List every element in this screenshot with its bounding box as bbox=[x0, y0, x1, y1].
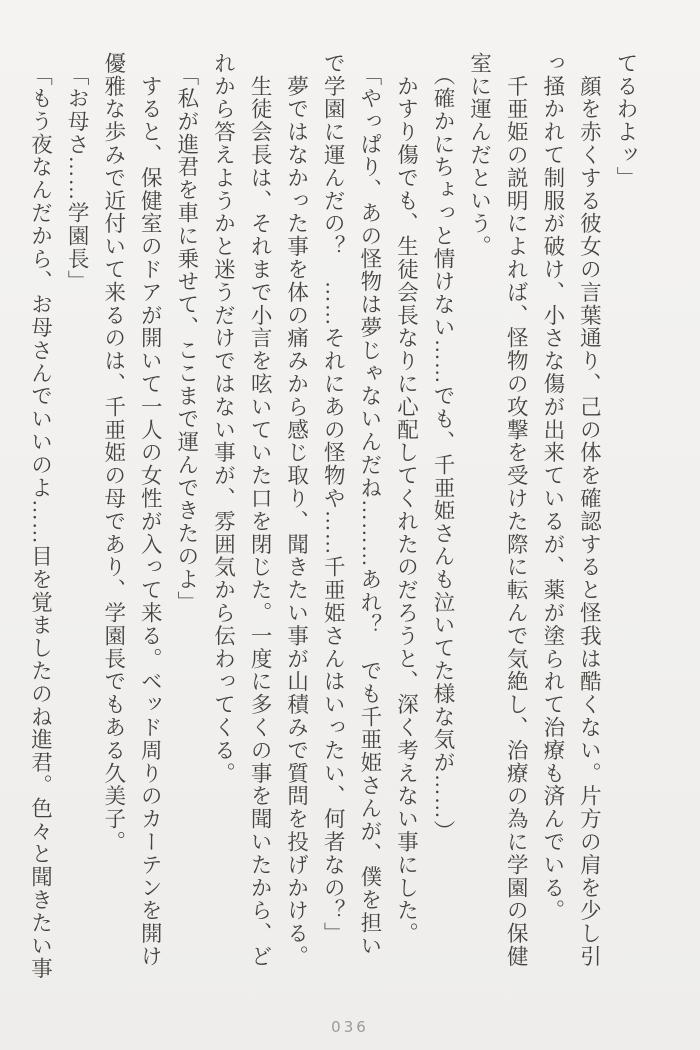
text-column: れから答えようかと迷うだけではない事が、雰囲気から伝わってくる。 bbox=[211, 52, 236, 785]
text-column: っ掻かれて制服が破け、小さな傷が出来ているが、薬が塗られて治療も済んでいる。 bbox=[540, 52, 565, 923]
text-column: かすり傷でも、生徒会長なりに心配してくれたのだろうと、深く考えない事にした。 bbox=[394, 52, 419, 946]
text-column: 千亜姫の説明によれば、怪物の攻撃を受けた際に転んで気絶し、治療の為に学園の保健 bbox=[504, 52, 529, 968]
text-column: 「お母さ……学園長」 bbox=[65, 52, 90, 294]
text-column: 「私が進君を車に乗せて、ここまで運んできたのよ」 bbox=[174, 52, 199, 614]
vertical-text-block bbox=[22, 52, 644, 1002]
text-column: 顔を赤くする彼女の言葉通り、己の体を確認すると怪我は酷くない。片方の肩を少し引 bbox=[577, 52, 602, 968]
text-column: 生徒会長は、それまで小言を呟いていた口を閉じた。一度に多くの事を聞いたから、ど bbox=[248, 52, 273, 968]
text-column: てるわよッ」 bbox=[614, 52, 638, 190]
text-column: で学園に運んだの？ ……それにあの怪物や……千亜姫さんはいったい、何者なの？」 bbox=[321, 52, 346, 946]
page-number: 036 bbox=[331, 1018, 369, 1036]
text-column: 夢ではなかった事を体の痛みから感じ取り、聞きたい事が山積みで質問を投げかける。 bbox=[284, 52, 309, 968]
text-column: 「もう夜なんだから、お母さんでいいのよ……目を覚ましたのね進君。色々と聞きたい事 bbox=[28, 52, 53, 981]
text-column: すると、保健室のドアが開いて一人の女性が入って来る。ベッド周りのカーテンを開け bbox=[138, 52, 163, 968]
text-column: （確かにちょっと情けない……でも、千亜姫さんも泣いてた様な気が……） bbox=[431, 52, 456, 843]
text-column: 「やっぱり、あの怪物は夢じゃないんだね………あれ？ でも千亜姫さんが、僕を担い bbox=[357, 52, 382, 958]
text-column: 室に運んだという。 bbox=[467, 52, 492, 259]
text-column: 優雅な歩みで近付いて来るのは、千亜姫の母であり、学園長でもある久美子。 bbox=[101, 52, 126, 854]
